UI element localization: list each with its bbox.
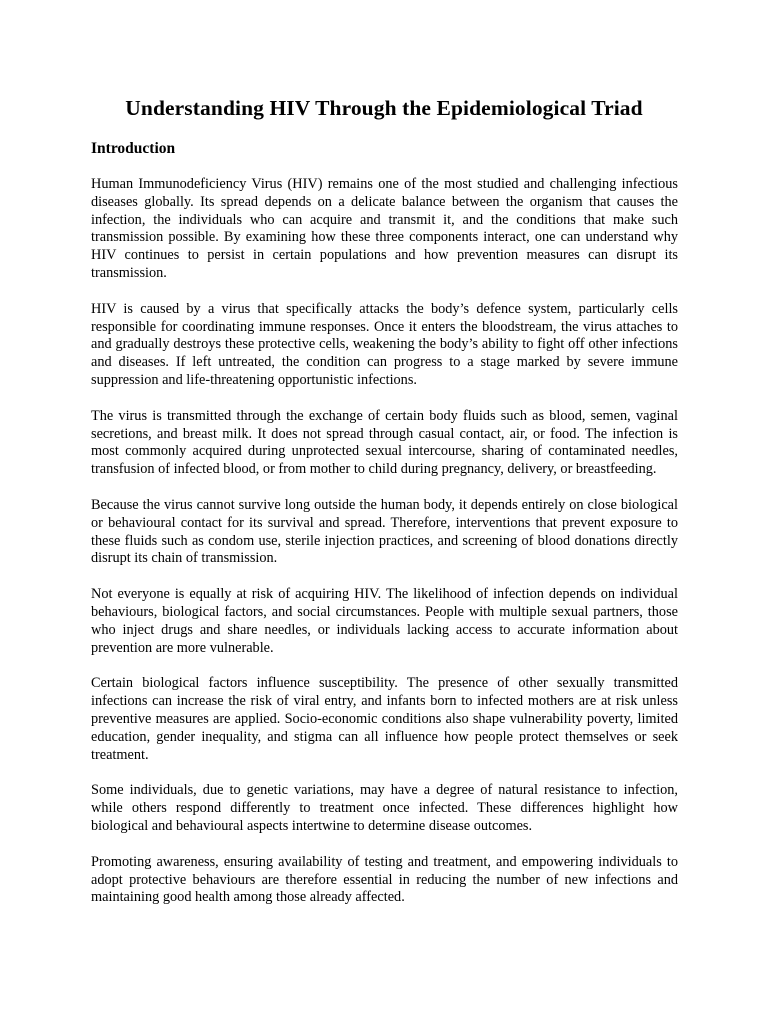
- paragraph: Human Immunodeficiency Virus (HIV) remains one of the most studied and challenging infectious diseases globally. Its spread depends on a delicate balance between the organism that causes the infection, the individuals who can acquire and transmit it, and the conditions that make such transmission possible. By examining how these three components interact, one can understand why HIV continues to persist in certain populations and how prevention measures can disrupt its transmission.: [91, 176, 678, 281]
- paragraph: HIV is caused by a virus that specifically attacks the body’s defence system, particularly cells responsible for coordinating immune responses. Once it enters the bloodstream, the virus attaches to and gradually destroys these protective cells, weakening the body’s ability to fight off other infections and diseases. If left untreated, the condition can progress to a stage marked by severe immune suppression and life-threatening opportunistic infections.: [91, 300, 678, 388]
- paragraph: Not everyone is equally at risk of acquiring HIV. The likelihood of infection depends on individual behaviours, biological factors, and social circumstances. People with multiple sexual partners, those who inject drugs and share needles, or individuals lacking access to accurate information about prevention are more vulnerable.: [91, 586, 678, 656]
- paragraph: The virus is transmitted through the exchange of certain body fluids such as blood, semen, vaginal secretions, and breast milk. It does not spread through casual contact, air, or food. The infection is most commonly acquired during unprotected sexual intercourse, sharing of contaminated needles, transfusion of infected blood, or from mother to child during pregnancy, delivery, or breastfeeding.: [91, 407, 678, 478]
- document-body: [91, 176, 678, 925]
- paragraph: Because the virus cannot survive long outside the human body, it depends entirely on close biological or behavioural contact for its survival and spread. Therefore, interventions that prevent exposure to these fluids such as condom use, sterile injection practices, and screening of blood donations directly disrupt its chain of transmission.: [91, 496, 678, 567]
- paragraph: Promoting awareness, ensuring availability of testing and treatment, and empowering individuals to adopt protective behaviours are therefore essential in reducing the number of new infections and maintaining good health among those already affected.: [91, 853, 678, 906]
- section-heading-introduction: Introduction: [91, 140, 176, 157]
- paragraph: Certain biological factors influence susceptibility. The presence of other sexually transmitted infections can increase the risk of viral entry, and infants born to infected mothers are at risk unless preventive measures are applied. Socio-economic conditions also shape vulnerability poverty, limited education, gender inequality, and stigma can all influence how people protect themselves or seek treatment.: [91, 675, 678, 763]
- paragraph: Some individuals, due to genetic variations, may have a degree of natural resistance to infection, while others respond differently to treatment once infected. These differences highlight how biological and behavioural aspects intertwine to determine disease outcomes.: [91, 782, 678, 834]
- document-title: Understanding HIV Through the Epidemiological Triad: [125, 96, 643, 120]
